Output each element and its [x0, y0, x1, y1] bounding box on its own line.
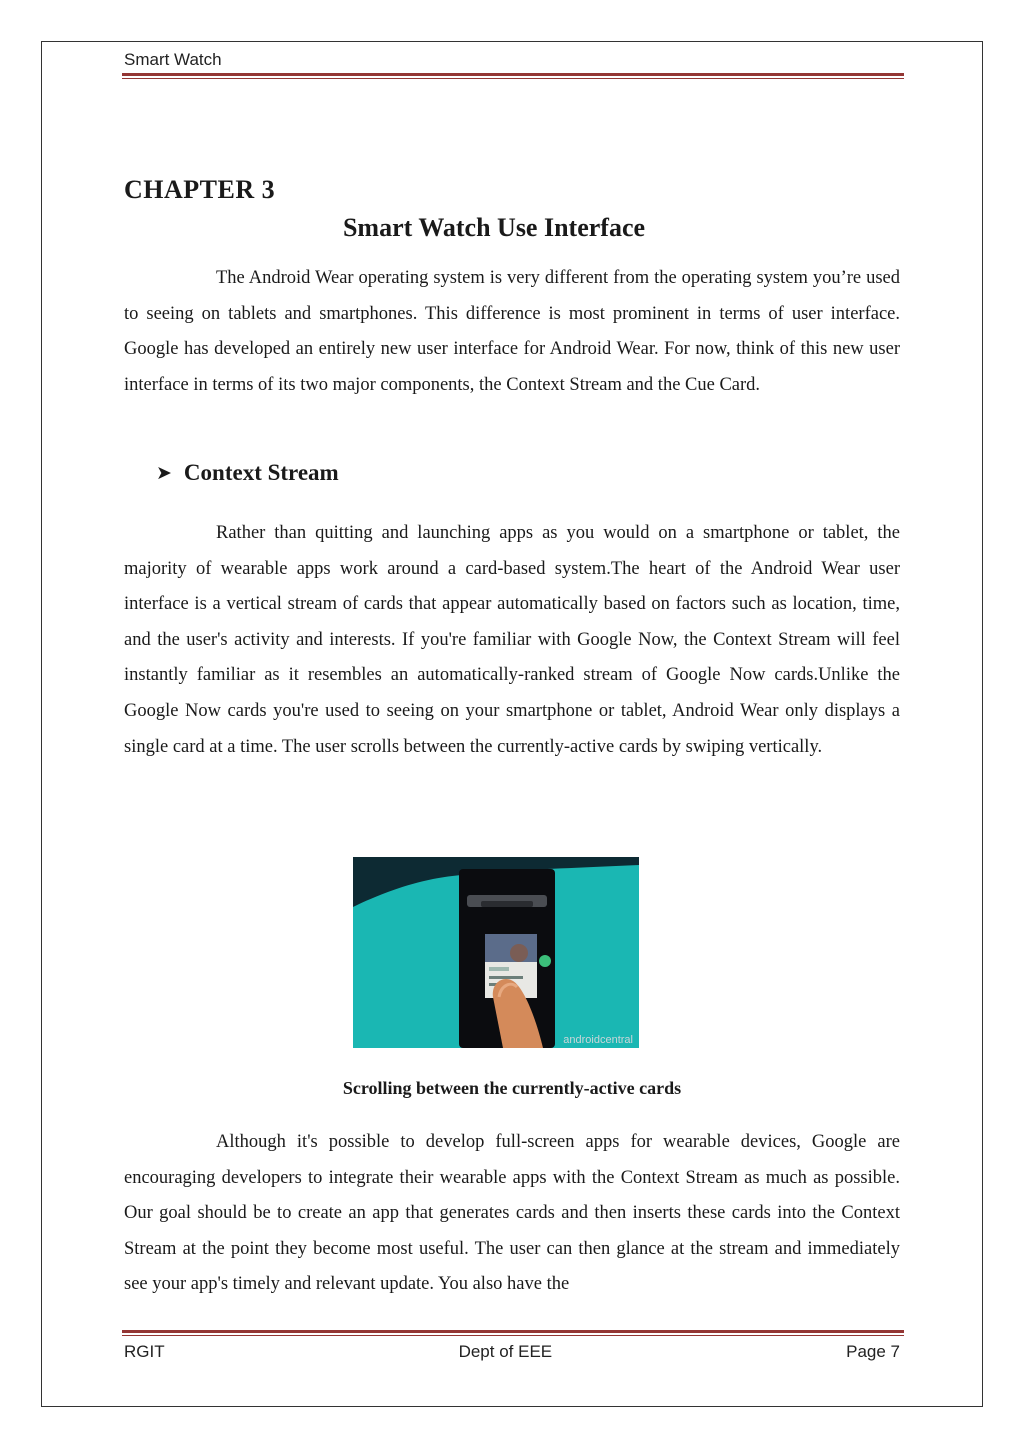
section-heading-text: Context Stream: [183, 460, 339, 485]
figure-image: [353, 857, 639, 1048]
footer-center: Dept of EEE: [458, 1342, 553, 1361]
status-dot-icon: [539, 955, 551, 967]
running-header: Smart Watch: [124, 50, 222, 69]
footer-rule: [122, 1330, 904, 1336]
after-figure-paragraph: Although it's possible to develop full-screen apps for wearable devices, Google are encouraging developers to integrate their wearable apps with the Context Stream as much as possible. Our goal should be to create an app that generates cards and then inserts these cards into the Context Stream at the point they become most useful. The user can then glance at the stream and immediately see your app's timely and relevant update. You also have the: [124, 1132, 900, 1295]
chapter-label: CHAPTER 3: [124, 175, 276, 204]
footer-left: RGIT: [124, 1342, 165, 1361]
watermark-text: androidcentral: [563, 1034, 633, 1046]
intro-paragraph: The Android Wear operating system is very different from the operating system you’re used to seeing on tablets and smartphones. This difference is most prominent in terms of user interface. Google has developed an entirely new user interface for Android Wear. For now, think of this new user interface in terms of its two major components, the Context Stream and the Cue Card.: [124, 268, 900, 395]
page-number: Page 7: [846, 1342, 900, 1361]
header-rule: [122, 73, 904, 79]
context-stream-paragraph: Rather than quitting and launching apps as you would on a smartphone or tablet, the majority of wearable apps work around a card-based system.The heart of the Android Wear user interface is a vertical stream of cards that appear automatically based on factors such as location, time, and the user's activity and interests. If you're familiar with Google Now, the Context Stream will feel instantly familiar as it resembles an automatically-ranked stream of Google Now cards.Unlike the Google Now cards you're used to seeing on your smartphone or tablet, Android Wear only displays a single card at a time. The user scrolls between the currently-active cards by swiping vertically.: [124, 523, 900, 757]
section-heading: [156, 460, 339, 486]
arrow-bullet-icon: ➤: [156, 462, 172, 484]
chapter-title: Smart Watch Use Interface: [342, 213, 646, 242]
watch-photo: [353, 857, 639, 1048]
figure-caption: Scrolling between the currently-active cards: [342, 1078, 682, 1098]
footer: [124, 1342, 900, 1362]
